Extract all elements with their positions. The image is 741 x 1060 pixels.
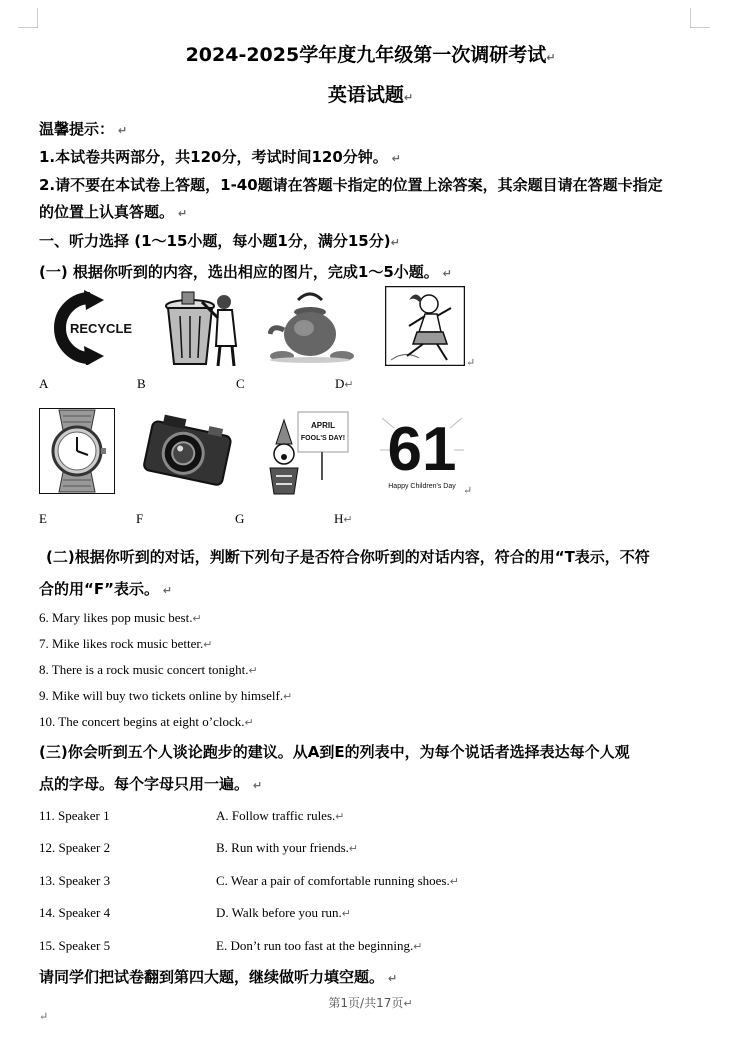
part1-title: (一) 根据你听到的内容，选出相应的图片，完成1～5小题。 ↵ <box>39 263 452 281</box>
tips-line-1: 1.本试卷共两部分，共120分，考试时间120分钟。 ↵ <box>39 148 401 166</box>
running-girl-picture <box>385 286 465 366</box>
part3-title-a: (三)你会听到五个人谈论跑步的建议。从A到E的列表中，为每个说话者选择表达每个人观 <box>39 743 630 761</box>
speaker-1: 11. Speaker 1 <box>39 808 110 823</box>
question-10: 10. The concert begins at eight o’clock.↵ <box>39 714 254 729</box>
exam-subtitle: 英语试题↵ <box>327 84 414 106</box>
question-6: 6. Mary likes pop music best.↵ <box>39 610 202 625</box>
option-label-b: B <box>137 376 146 391</box>
option-label-a: A <box>39 376 49 391</box>
page-number: 第1页/共17页↵ <box>328 996 413 1010</box>
childrens-day-caption: Happy Children's Day <box>388 483 456 490</box>
option-e: E. Don’t run too fast at the beginning.↵ <box>216 938 423 953</box>
option-label-f: F <box>136 511 144 526</box>
speaker-5: 15. Speaker 5 <box>39 938 111 953</box>
exam-title: 2024-2025学年度九年级第一次调研考试↵ <box>185 44 556 66</box>
option-b: B. Run with your friends.↵ <box>216 840 359 855</box>
camera-picture <box>140 410 235 490</box>
option-a: A. Follow traffic rules.↵ <box>216 808 345 823</box>
option-label-h: H↵ <box>334 511 353 526</box>
fools-day-text: FOOL'S DAY! <box>300 435 346 442</box>
tips-line-2a: 2.请不要在本试卷上答题，1-40题请在答题卡指定的位置上涂答案，其余题目请在答题卡指定 <box>39 176 663 194</box>
speaker-4: 14. Speaker 4 <box>39 905 111 920</box>
paragraph-mark: ↵ <box>466 356 476 369</box>
crop-mark-top-left <box>18 8 38 28</box>
option-label-g: G <box>235 511 245 526</box>
option-c: C. Wear a pair of comfortable running shoes.↵ <box>216 873 459 888</box>
question-7: 7. Mike likes rock music better.↵ <box>39 636 213 651</box>
paragraph-mark: ↵ <box>39 1010 49 1023</box>
option-label-c: C <box>236 376 245 391</box>
april-text: APRIL <box>311 421 335 430</box>
teapot-picture <box>268 290 358 365</box>
trash-can-picture <box>162 288 242 368</box>
number-61: 61 <box>387 415 457 484</box>
listening-note: 请同学们把试卷翻到第四大题，继续做听力填空题。 ↵ <box>39 968 398 986</box>
option-d: D. Walk before you run.↵ <box>216 905 352 920</box>
childrens-day-picture <box>376 410 468 496</box>
crop-mark-top-right <box>690 8 710 28</box>
april-fools-picture <box>262 410 352 496</box>
speaker-3: 13. Speaker 3 <box>39 873 111 888</box>
speaker-2: 12. Speaker 2 <box>39 840 111 855</box>
part2-title-b: 合的用“F”表示。 ↵ <box>39 580 173 598</box>
part3-title-b: 点的字母。每个字母只用一遍。 ↵ <box>39 775 263 793</box>
tips-heading: 温馨提示： ↵ <box>39 120 128 138</box>
paragraph-mark: ↵ <box>463 484 473 497</box>
recycle-text: RECYCLE <box>69 321 133 336</box>
option-label-e: E <box>39 511 47 526</box>
tips-line-2b: 的位置上认真答题。 ↵ <box>39 203 188 221</box>
section1-title: 一、听力选择 (1～15小题，每小题1分，满分15分)↵ <box>39 232 400 250</box>
part2-title-a: (二)根据你听到的对话，判断下列句子是否符合你听到的对话内容，符合的用“T表示，不符 <box>46 548 650 566</box>
watch-picture <box>39 408 115 494</box>
question-8: 8. There is a rock music concert tonight.↵ <box>39 662 258 677</box>
option-label-d: D↵ <box>335 376 354 391</box>
recycle-picture <box>44 290 134 365</box>
question-9: 9. Mike will buy two tickets online by himself.↵ <box>39 688 293 703</box>
